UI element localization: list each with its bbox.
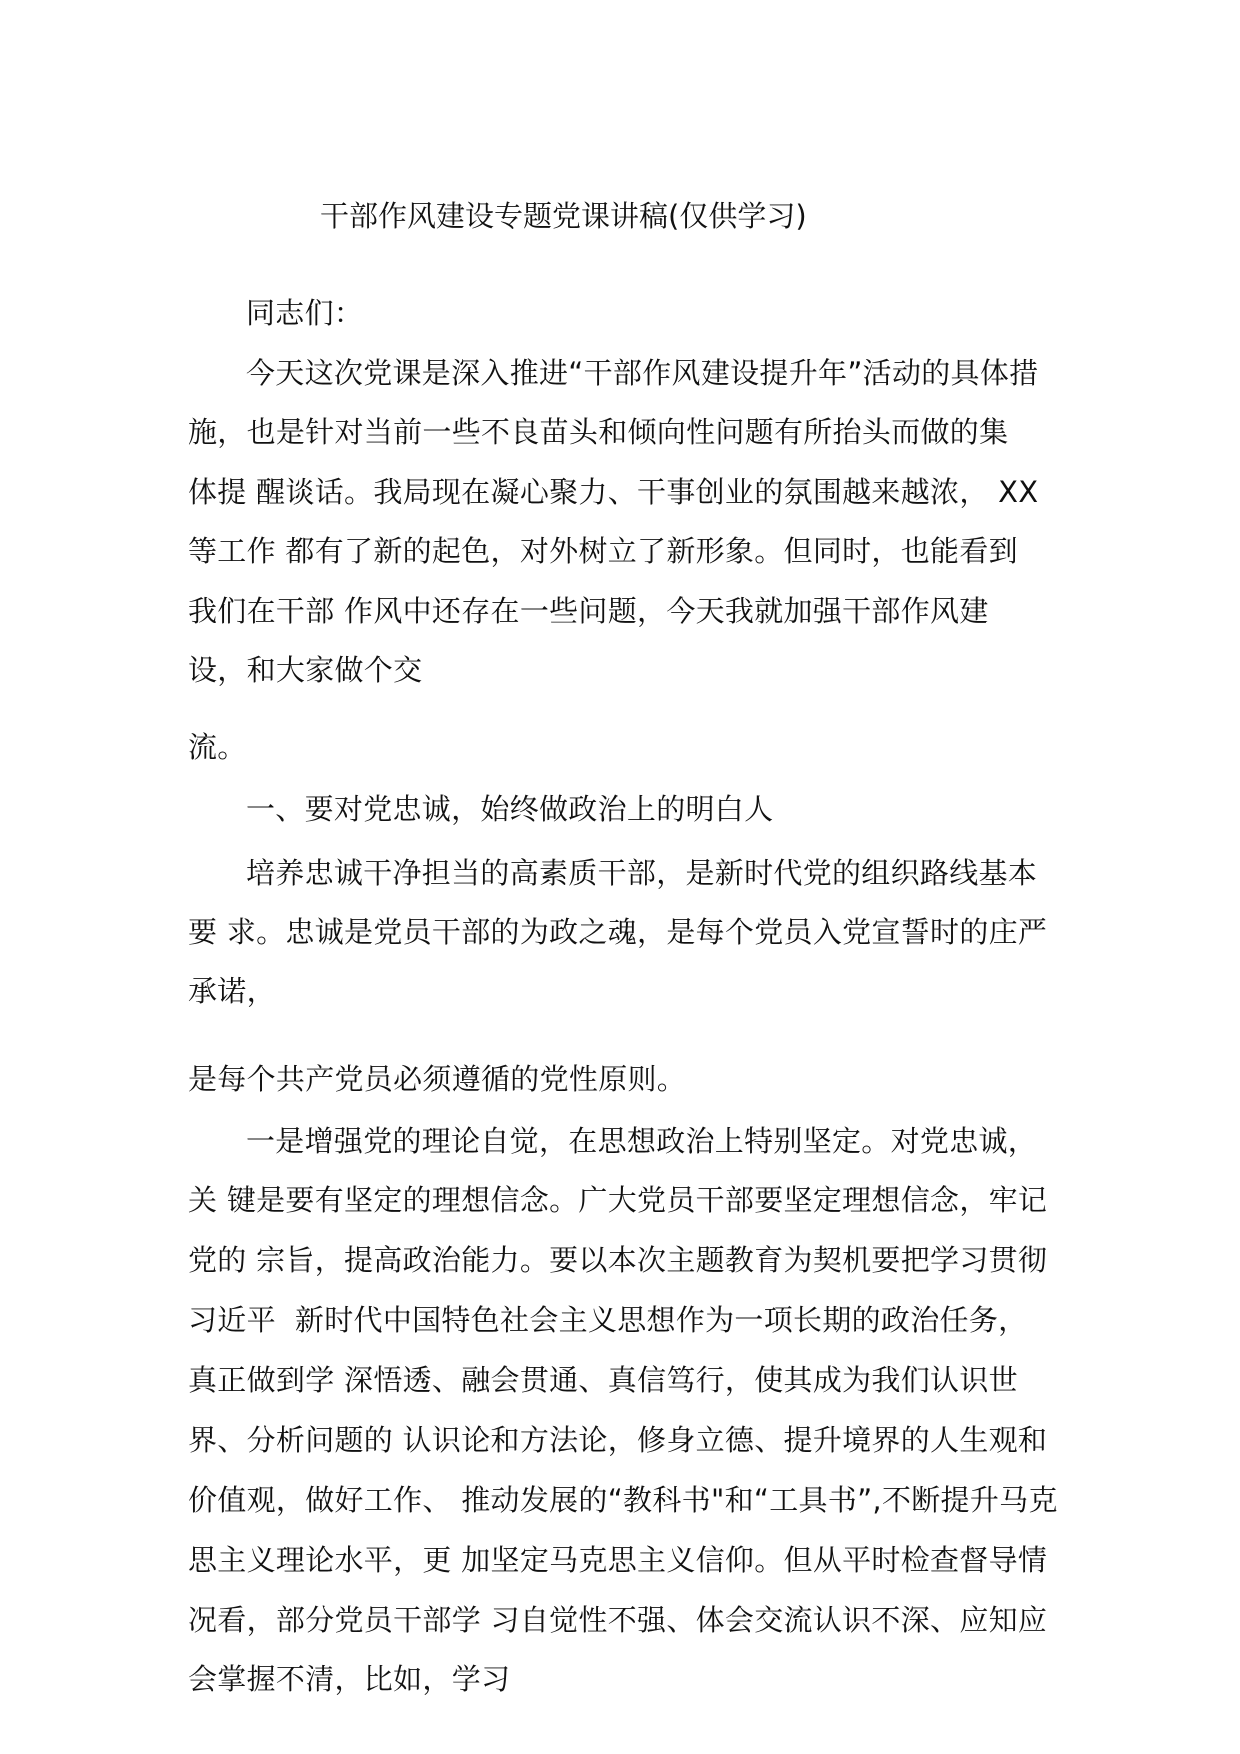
paragraph-line: 思主义理论水平，更 加坚定马克思主义信仰。但从平时检查督导情 [188, 1543, 1048, 1577]
paragraph-line: 施，也是针对当前一些不良苗头和倾向性问题有所抬头而做的集 [188, 415, 1009, 449]
paragraph-line: 今天这次党课是深入推进“干部作风建设提升年”活动的具体措 [246, 356, 1039, 390]
document-title: 干部作风建设专题党课讲稿(仅供学习) [320, 199, 807, 233]
paragraph-line: 会掌握不清，比如，学习 [188, 1662, 511, 1696]
paragraph-line: 是每个共产党员必须遵循的党性原则。 [188, 1062, 687, 1096]
paragraph-line: 况看，部分党员干部学 习自觉性不强、体会交流认识不深、应知应 [188, 1603, 1048, 1637]
paragraph-line: 流。 [188, 730, 247, 764]
paragraph-line: 我们在干部 作风中还存在一些问题，今天我就加强干部作风建 [188, 594, 989, 628]
paragraph-line: 界、分析问题的 认识论和方法论，修身立德、提升境界的人生观和 [188, 1423, 1048, 1457]
paragraph-line: 一是增强党的理论自觉，在思想政治上特别坚定。对党忠诚， [246, 1124, 1038, 1158]
paragraph-line: 关 键是要有坚定的理想信念。广大党员干部要坚定理想信念，牢记 [188, 1183, 1048, 1217]
paragraph-line: 真正做到学 深悟透、融会贯通、真信笃行，使其成为我们认识世 [188, 1363, 1018, 1397]
paragraph-line: 价值观，做好工作、 推动发展的“教科书"和“工具书”,不断提升马克 [188, 1483, 1058, 1517]
paragraph-line: 承诺， [188, 974, 276, 1008]
paragraph-line: 设，和大家做个交 [188, 653, 423, 687]
salutation: 同志们： [246, 296, 364, 330]
paragraph-line: 要 求。忠诚是党员干部的为政之魂，是每个党员入党宣誓时的庄严 [188, 915, 1048, 949]
paragraph-line: 等工作 都有了新的起色，对外树立了新形象。但同时，也能看到 [188, 534, 1018, 568]
paragraph-line: 体提 醒谈话。我局现在凝心聚力、干事创业的氛围越来越浓， XX [188, 475, 1039, 509]
section-heading: 一、要对党忠诚，始终做政治上的明白人 [246, 792, 774, 826]
paragraph-line: 习近平 新时代中国特色社会主义思想作为一项长期的政治任务， [188, 1303, 1028, 1337]
paragraph-line: 党的 宗旨，提高政治能力。要以本次主题教育为契机要把学习贯彻 [188, 1243, 1048, 1277]
paragraph-line: 培养忠诚干净担当的高素质干部，是新时代党的组织路线基本 [246, 856, 1038, 890]
